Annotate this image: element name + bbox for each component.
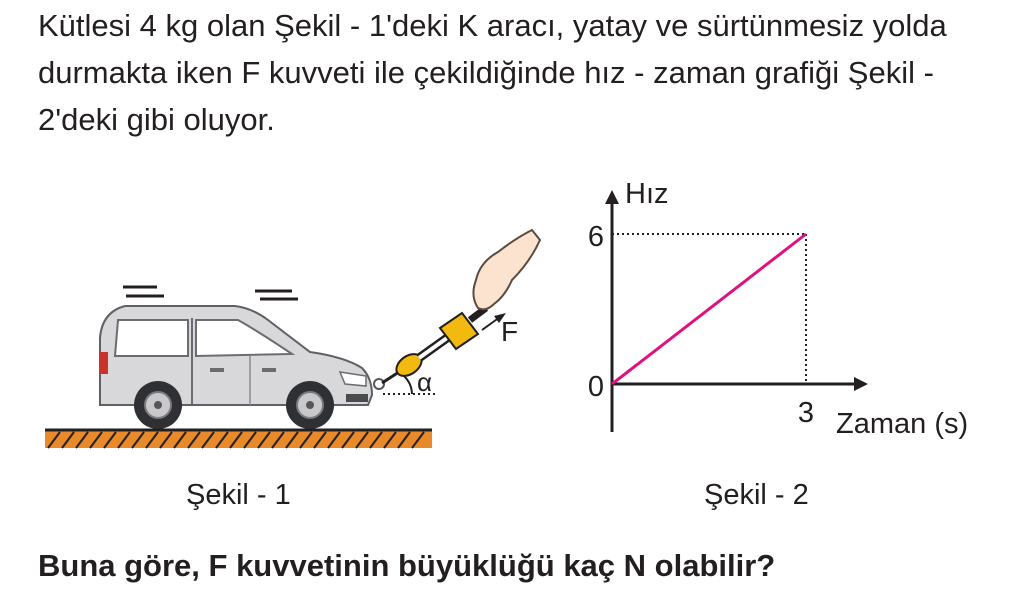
- y-axis-label: Hız: [625, 178, 669, 210]
- problem-text: Kütlesi 4 kg olan Şekil - 1'deki K aracı, yatay ve sürtünmesiz yolda durmakta iken F kuvveti ile çekildiğinde hız - zaman grafiği Şekil - 2'deki gibi oluyor.: [38, 8, 947, 137]
- y-axis-arrow-icon: [605, 190, 619, 204]
- y-tick-label: 6: [587, 221, 604, 253]
- figure-1-caption: Şekil - 1: [186, 479, 291, 511]
- figure-2-caption: Şekil - 2: [704, 479, 809, 511]
- x-axis-label: Zaman (s): [836, 408, 969, 440]
- x-tick-label: 3: [797, 397, 815, 429]
- series-line: [612, 234, 806, 384]
- force-label: F: [501, 316, 519, 347]
- x-axis-arrow-icon: [854, 377, 868, 391]
- origin-label: 0: [587, 371, 604, 403]
- question-text: Buna göre, F kuvvetinin büyüklüğü kaç N olabilir?: [38, 548, 776, 583]
- angle-label: α: [417, 367, 433, 397]
